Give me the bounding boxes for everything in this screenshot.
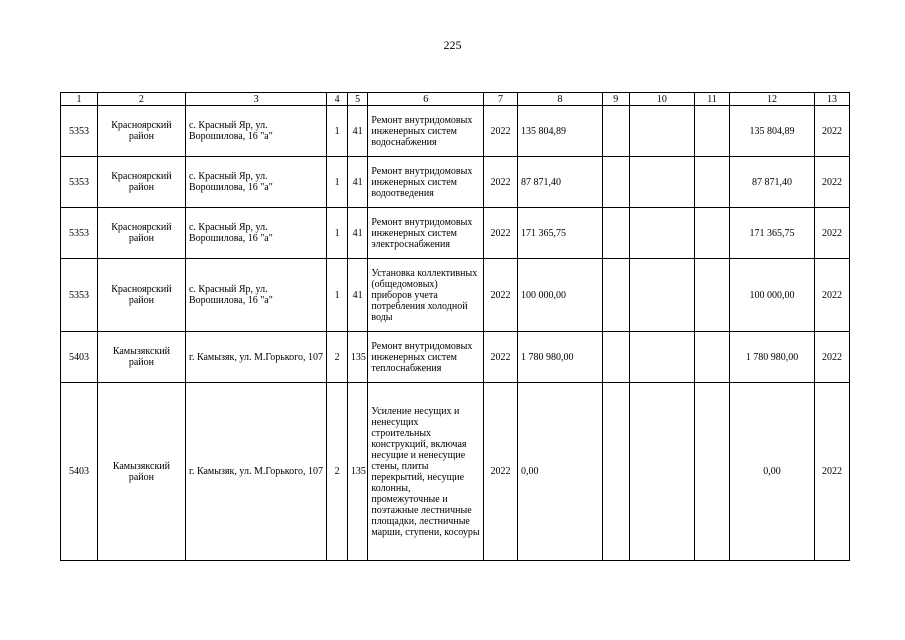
cell-4: 1	[327, 259, 347, 332]
object-id: 5403	[61, 383, 98, 561]
district: Красноярский район	[97, 157, 185, 208]
cell-11	[695, 106, 730, 157]
amount: 87 871,40	[517, 157, 602, 208]
table-row	[61, 383, 850, 561]
amount-total: 100 000,00	[730, 259, 815, 332]
cell-10	[629, 157, 695, 208]
object-id: 5353	[61, 106, 98, 157]
column-header: 1	[61, 93, 98, 106]
cell-9	[602, 383, 629, 561]
amount-total: 87 871,40	[730, 157, 815, 208]
amount-total: 0,00	[730, 383, 815, 561]
year-end: 2022	[815, 332, 850, 383]
amount-total: 1 780 980,00	[730, 332, 815, 383]
work-type: Ремонт внутридомовых инженерных систем теплоснабжения	[368, 332, 484, 383]
cell-5: 41	[347, 208, 367, 259]
cell-4: 1	[327, 157, 347, 208]
cell-9	[602, 157, 629, 208]
district: Красноярский район	[97, 259, 185, 332]
year-end: 2022	[815, 383, 850, 561]
year-end: 2022	[815, 157, 850, 208]
cell-11	[695, 157, 730, 208]
year: 2022	[484, 106, 518, 157]
district: Красноярский район	[97, 208, 185, 259]
cell-5: 135	[347, 383, 367, 561]
object-id: 5353	[61, 157, 98, 208]
object-id: 5403	[61, 332, 98, 383]
district: Камызякский район	[97, 383, 185, 561]
year-end: 2022	[815, 259, 850, 332]
column-header: 9	[602, 93, 629, 106]
cell-11	[695, 332, 730, 383]
address: с. Красный Яр, ул. Ворошилова, 16 "а"	[185, 259, 326, 332]
cell-11	[695, 383, 730, 561]
district: Камызякский район	[97, 332, 185, 383]
table-row	[61, 208, 850, 259]
address: с. Красный Яр, ул. Ворошилова, 16 "а"	[185, 106, 326, 157]
amount-total: 171 365,75	[730, 208, 815, 259]
column-header: 11	[695, 93, 730, 106]
cell-5: 135	[347, 332, 367, 383]
column-number-row	[61, 93, 850, 106]
cell-4: 1	[327, 208, 347, 259]
year: 2022	[484, 157, 518, 208]
object-id: 5353	[61, 259, 98, 332]
cell-5: 41	[347, 259, 367, 332]
amount: 171 365,75	[517, 208, 602, 259]
column-header: 8	[517, 93, 602, 106]
cell-4: 2	[327, 332, 347, 383]
cell-10	[629, 383, 695, 561]
table-row	[61, 106, 850, 157]
cell-9	[602, 106, 629, 157]
year-end: 2022	[815, 208, 850, 259]
column-header: 6	[368, 93, 484, 106]
cell-9	[602, 332, 629, 383]
work-type: Усиление несущих и ненесущих строительных конструкций, включая несущие и ненесущие стены, плиты перекрытий, несущие колонны, промежуточные и поэтажные лестничные площадки, лестничные марши, ступени, косоуры	[368, 383, 484, 561]
column-header: 2	[97, 93, 185, 106]
year: 2022	[484, 208, 518, 259]
page-number: 225	[443, 38, 462, 52]
column-header: 7	[484, 93, 518, 106]
cell-9	[602, 208, 629, 259]
column-header: 5	[347, 93, 367, 106]
cell-9	[602, 259, 629, 332]
column-header: 10	[629, 93, 695, 106]
cell-4: 2	[327, 383, 347, 561]
address: с. Красный Яр, ул. Ворошилова, 16 "а"	[185, 208, 326, 259]
year-end: 2022	[815, 106, 850, 157]
cell-10	[629, 332, 695, 383]
column-header: 4	[327, 93, 347, 106]
cell-5: 41	[347, 157, 367, 208]
work-type: Ремонт внутридомовых инженерных систем водоотведения	[368, 157, 484, 208]
address: г. Камызяк, ул. М.Горького, 107	[185, 332, 326, 383]
cell-4: 1	[327, 106, 347, 157]
work-type: Установка коллективных (общедомовых) приборов учета потребления холодной воды	[368, 259, 484, 332]
amount: 0,00	[517, 383, 602, 561]
work-type: Ремонт внутридомовых инженерных систем электроснабжения	[368, 208, 484, 259]
cell-5: 41	[347, 106, 367, 157]
address: г. Камызяк, ул. М.Горького, 107	[185, 383, 326, 561]
year: 2022	[484, 383, 518, 561]
cell-10	[629, 106, 695, 157]
work-type: Ремонт внутридомовых инженерных систем водоснабжения	[368, 106, 484, 157]
column-header: 12	[730, 93, 815, 106]
amount: 1 780 980,00	[517, 332, 602, 383]
object-id: 5353	[61, 208, 98, 259]
amount: 100 000,00	[517, 259, 602, 332]
amount-total: 135 804,89	[730, 106, 815, 157]
table-row	[61, 259, 850, 332]
table-row	[61, 332, 850, 383]
year: 2022	[484, 332, 518, 383]
works-table	[60, 92, 850, 561]
cell-10	[629, 259, 695, 332]
amount: 135 804,89	[517, 106, 602, 157]
year: 2022	[484, 259, 518, 332]
address: с. Красный Яр, ул. Ворошилова, 16 "а"	[185, 157, 326, 208]
cell-10	[629, 208, 695, 259]
table-row	[61, 157, 850, 208]
cell-11	[695, 259, 730, 332]
column-header: 3	[185, 93, 326, 106]
cell-11	[695, 208, 730, 259]
district: Красноярский район	[97, 106, 185, 157]
column-header: 13	[815, 93, 850, 106]
